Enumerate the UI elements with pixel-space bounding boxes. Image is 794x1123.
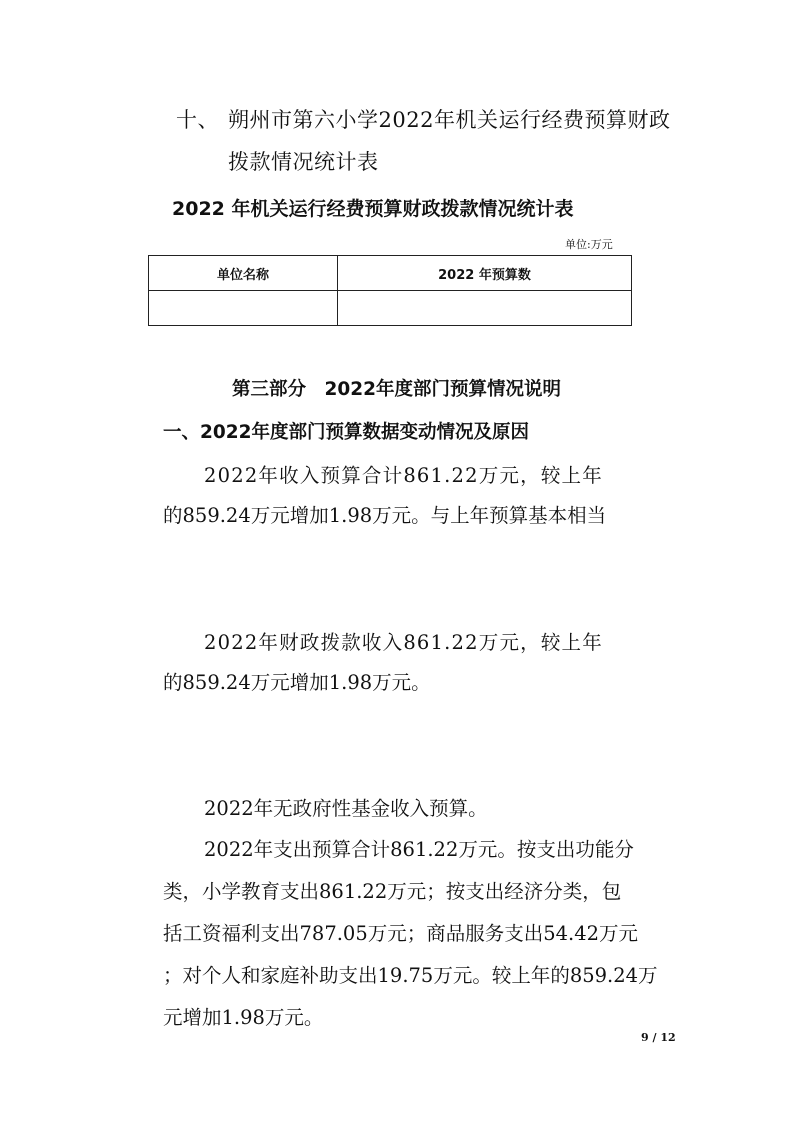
paragraph-3: 2022年无政府性基金收入预算。 [204, 797, 488, 820]
table-cell-unit-name [149, 291, 338, 326]
paragraph-1-line-2: 的859.24万元增加1.98万元。与上年预算基本相当 [163, 504, 607, 527]
table-title: 2022 年机关运行经费预算财政拨款情况统计表 [172, 198, 574, 220]
paragraph-1-line-1: 2022年收入预算合计861.22万元，较上年 [204, 464, 603, 487]
paragraph-4-line-1: 2022年支出预算合计861.22万元。按支出功能分 [204, 838, 634, 861]
paragraph-2-line-1: 2022年财政拨款收入861.22万元，较上年 [204, 631, 603, 654]
paragraph-2-line-2: 的859.24万元增加1.98万元。 [163, 671, 431, 694]
column-header-unit-name: 单位名称 [149, 256, 338, 291]
paragraph-4-line-5: 元增加1.98万元。 [163, 1006, 324, 1029]
heading-line-1: 朔州市第六小学2022年机关运行经费预算财政 [228, 108, 671, 132]
table-cell-budget [338, 291, 632, 326]
heading-line-2: 拨款情况统计表 [228, 150, 379, 174]
section-one-title: 一、2022年度部门预算数据变动情况及原因 [163, 422, 529, 443]
table-header-row [149, 256, 632, 291]
table-unit: 单位:万元 [565, 238, 613, 251]
table-row [149, 291, 632, 326]
column-header-budget-2022: 2022 年预算数 [338, 256, 632, 291]
paragraph-4-line-4: ；对个人和家庭补助支出19.75万元。较上年的859.24万 [163, 964, 658, 987]
paragraph-4-line-2: 类，小学教育支出861.22万元；按支出经济分类，包 [163, 880, 622, 903]
page-number: 9 / 12 [641, 1031, 676, 1044]
paragraph-4-line-3: 括工资福利支出787.05万元；商品服务支出54.42万元 [163, 922, 639, 945]
part-three-title: 第三部分 2022年度部门预算情况说明 [232, 379, 561, 400]
budget-table [148, 255, 632, 326]
heading-number: 十、 [176, 108, 219, 132]
